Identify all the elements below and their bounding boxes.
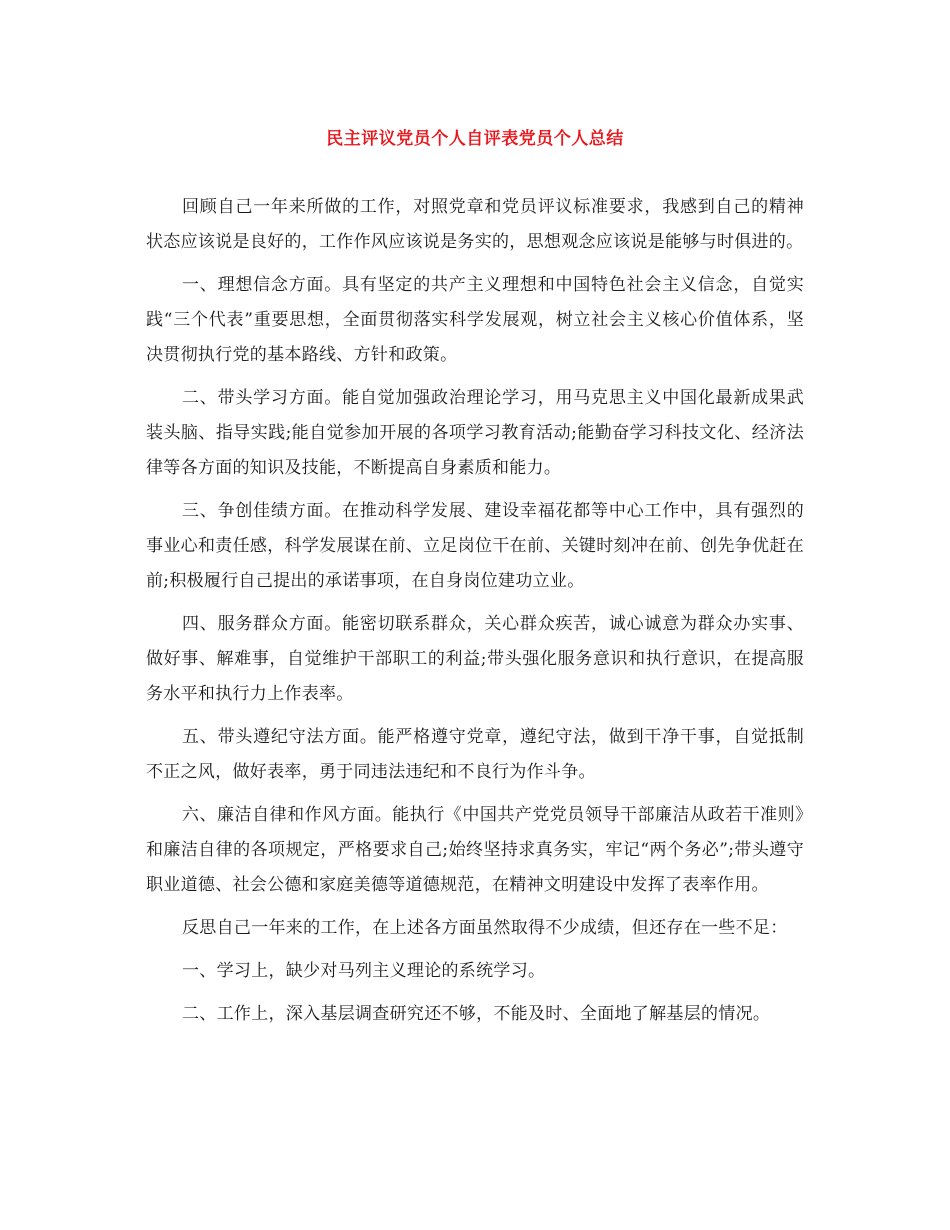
paragraph-shortcoming-work: 二、工作上，深入基层调查研究还不够，不能及时、全面地了解基层的情况。 [182, 1004, 771, 1024]
paragraph-shortcoming-study: 一、学习上，缺少对马列主义理论的系统学习。 [182, 961, 546, 981]
document-body [146, 190, 804, 1040]
document-title: 民主评议党员个人自评表党员个人总结 [326, 129, 624, 149]
paragraph-discipline-law: 五、带头遵纪守法方面。能严格遵守党章，遵纪守法，做到干净干事，自觉抵制不正之风，做好表率，勇于同违法违纪和不良行为作斗争。 [146, 727, 804, 782]
paragraph-study: 二、带头学习方面。能自觉加强政治理论学习，用马克思主义中国化最新成果武装头脑、指导实践;能自觉参加开展的各项学习教育活动;能勤奋学习科技文化、经济法律等各方面的知识及技能，不断提高自身素质和能力。 [146, 388, 804, 478]
paragraph-ideals-beliefs: 一、理想信念方面。具有坚定的共产主义理想和中国特色社会主义信念，自觉实践“三个代表”重要思想，全面贯彻落实科学发展观，树立社会主义核心价值体系，坚决贯彻执行党的基本路线、方针和政策。 [146, 275, 804, 365]
paragraph-integrity: 六、廉洁自律和作风方面。能执行《中国共产党党员领导干部廉洁从政若干准则》和廉洁自律的各项规定，严格要求自己;始终坚持求真务实，牢记“两个务必”;带头遵守职业道德、社会公德和家庭美德等道德规范，在精神文明建设中发挥了表率作用。 [146, 805, 804, 895]
paragraph-reflection: 反思自己一年来的工作，在上述各方面虽然取得不少成绩，但还存在一些不足： [182, 918, 788, 938]
paragraph-achievements: 三、争创佳绩方面。在推动科学发展、建设幸福花都等中心工作中，具有强烈的事业心和责任感，科学发展谋在前、立足岗位干在前、关键时刻冲在前、创先争优赶在前;积极履行自己提出的承诺事项，在自身岗位建功立业。 [146, 501, 804, 591]
paragraph-serve-masses: 四、服务群众方面。能密切联系群众，关心群众疾苦，诚心诚意为群众办实事、做好事、解难事，自觉维护干部职工的利益;带头强化服务意识和执行意识，在提高服务水平和执行力上作表率。 [146, 614, 804, 704]
paragraph-intro: 回顾自己一年来所做的工作，对照党章和党员评议标准要求，我感到自己的精神状态应该说是良好的，工作作风应该说是务实的，思想观念应该说是能够与时俱进的。 [146, 197, 804, 252]
